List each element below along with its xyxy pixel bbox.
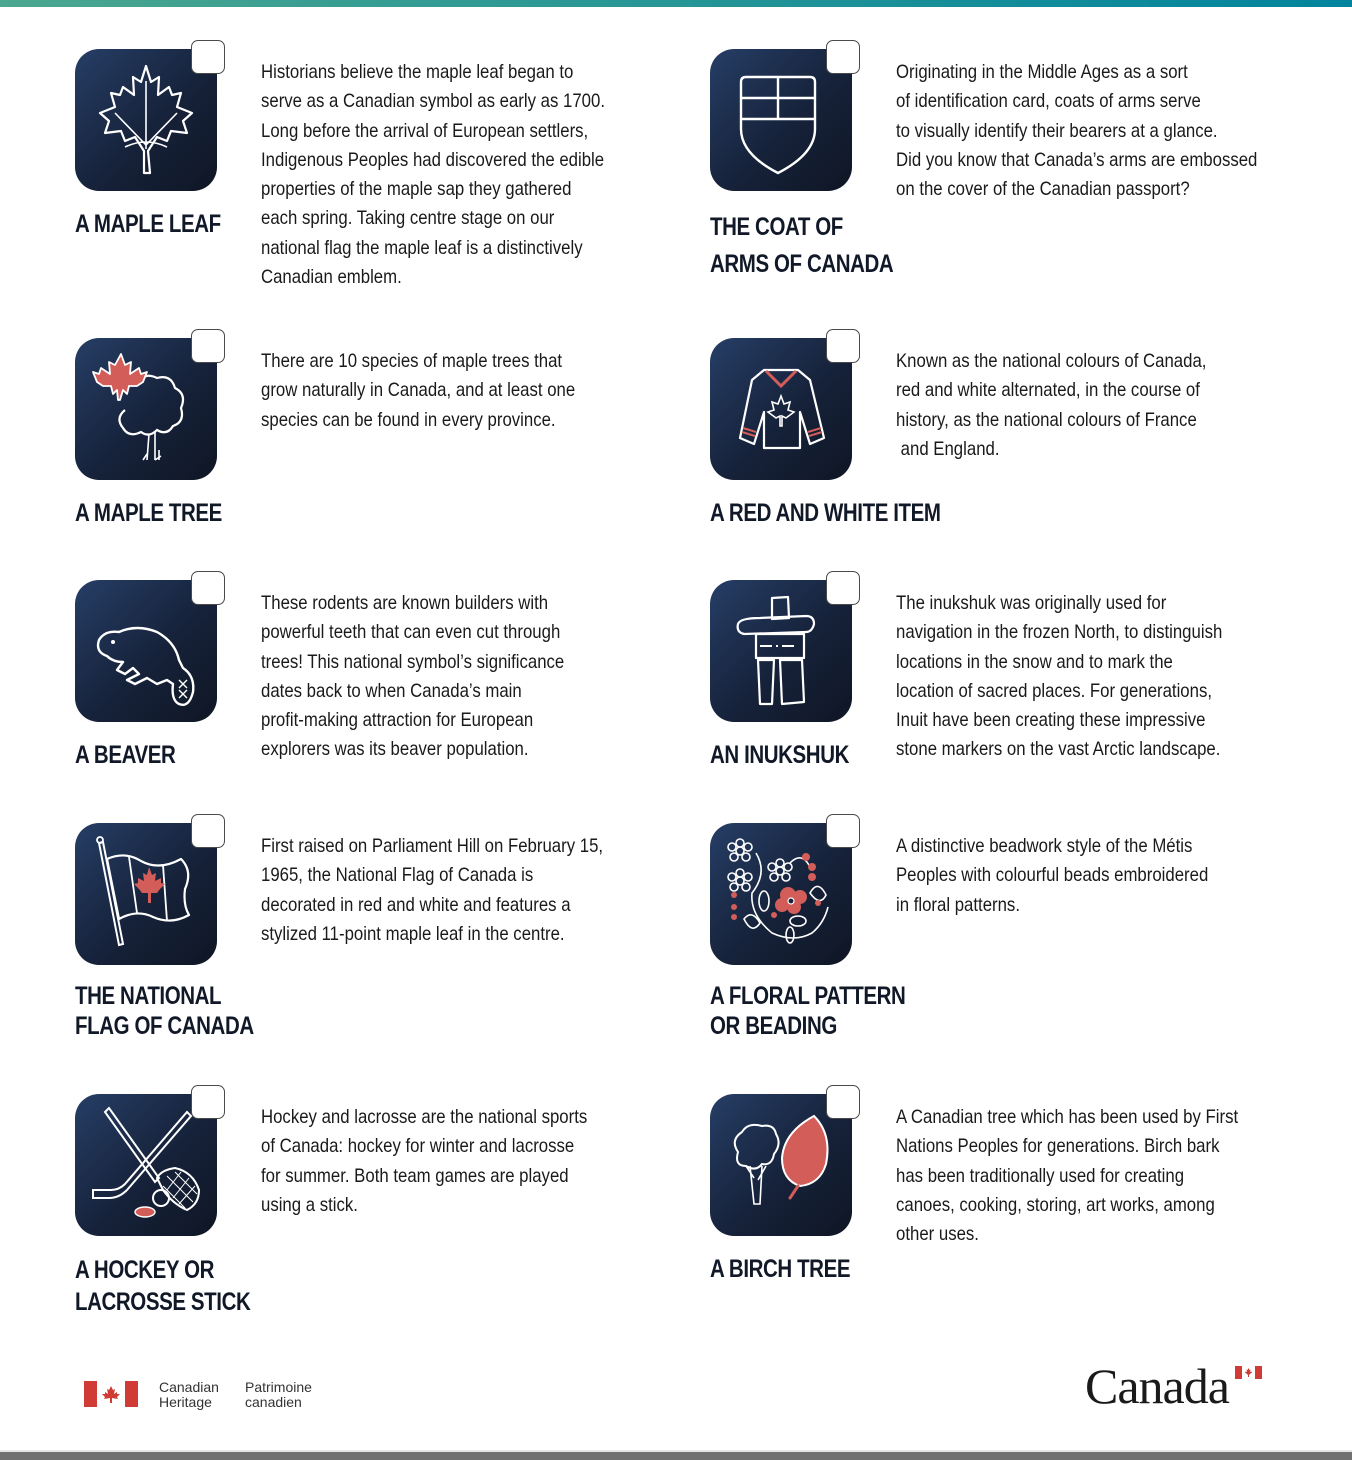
- item-title: A BIRCH TREE: [710, 1255, 851, 1283]
- item-title: THE COAT OF ARMS OF CANADA: [710, 213, 894, 278]
- checkbox[interactable]: [826, 1085, 860, 1119]
- item-description: A distinctive beadwork style of the Métis Peoples with colourful beads embroidered in floral patterns.: [896, 835, 1209, 916]
- item-title: A MAPLE LEAF: [75, 210, 221, 238]
- item-description: Known as the national colours of Canada, red and white alternated, in the course of history, as the national colours of France and England.: [896, 350, 1207, 460]
- item-description: Historians believe the maple leaf began to serve as a Canadian symbol as early as 1700. Long before the arrival of European settlers, Indigenous Peoples had discovered the edible properties of the maple sap they gathered each spring. Taking centre stage on our national flag the maple leaf is a distinctively Canadian emblem.: [261, 61, 605, 289]
- item-title: A FLORAL PATTERN OR BEADING: [710, 982, 906, 1040]
- department-fr-line2: canadien: [245, 1394, 302, 1410]
- item-description: There are 10 species of maple trees that grow naturally in Canada, and at least one species can be found in every province.: [261, 350, 576, 431]
- item-title: A MAPLE TREE: [75, 499, 222, 527]
- department-name-en: [159, 1380, 219, 1410]
- item-description: A Canadian tree which has been used by First Nations Peoples for generations. Birch bark has been traditionally used for creating canoes, cooking, storing, art works, among other uses.: [896, 1106, 1239, 1246]
- checkbox[interactable]: [191, 571, 225, 605]
- wordmark-flag-icon: [1235, 1366, 1262, 1379]
- checkbox[interactable]: [826, 40, 860, 74]
- item-description: Hockey and lacrosse are the national sports of Canada: hockey for winter and lacrosse for summer. Both team games are played using a stick.: [261, 1106, 588, 1216]
- item-description: Originating in the Middle Ages as a sort of identification card, coats of arms serve to visually identify their bearers at a glance. Did you know that Canada’s arms are embossed on the cover of the Canadian passport?: [896, 61, 1258, 201]
- checkbox[interactable]: [826, 329, 860, 363]
- department-name-fr: [245, 1380, 312, 1410]
- item-title: THE NATIONAL FLAG OF CANADA: [75, 982, 254, 1040]
- top-accent-bar: [0, 0, 1352, 7]
- department-en-line2: Heritage: [159, 1394, 212, 1410]
- item-title: A BEAVER: [75, 741, 176, 769]
- item-description: The inukshuk was originally used for navigation in the frozen North, to distinguish locations in the snow and to mark the location of sacred places. For generations, Inuit have been creating these impressive stone markers on the vast Arctic landscape.: [896, 592, 1223, 761]
- checkbox[interactable]: [826, 814, 860, 848]
- bottom-bar: [0, 1450, 1352, 1460]
- canada-flag-icon: [84, 1381, 138, 1407]
- checkbox[interactable]: [191, 329, 225, 363]
- item-title: A RED AND WHITE ITEM: [710, 499, 941, 527]
- department-en-line1: Canadian: [159, 1379, 219, 1395]
- checkbox[interactable]: [191, 1085, 225, 1119]
- item-title: AN INUKSHUK: [710, 741, 849, 769]
- department-fr-line1: Patrimoine: [245, 1379, 312, 1395]
- item-title: A HOCKEY OR LACROSSE STICK: [75, 1256, 251, 1316]
- checkbox[interactable]: [191, 40, 225, 74]
- checkbox[interactable]: [826, 571, 860, 605]
- item-description: First raised on Parliament Hill on February 15, 1965, the National Flag of Canada is decorated in red and white and features a stylized 11-point maple leaf in the centre.: [261, 835, 604, 945]
- item-description: These rodents are known builders with powerful teeth that can even cut through trees! This national symbol’s significance dates back to when Canada’s main profit-making attraction for European explorers was its beaver population.: [261, 592, 565, 761]
- canada-wordmark: Canada: [1085, 1358, 1229, 1414]
- checkbox[interactable]: [191, 814, 225, 848]
